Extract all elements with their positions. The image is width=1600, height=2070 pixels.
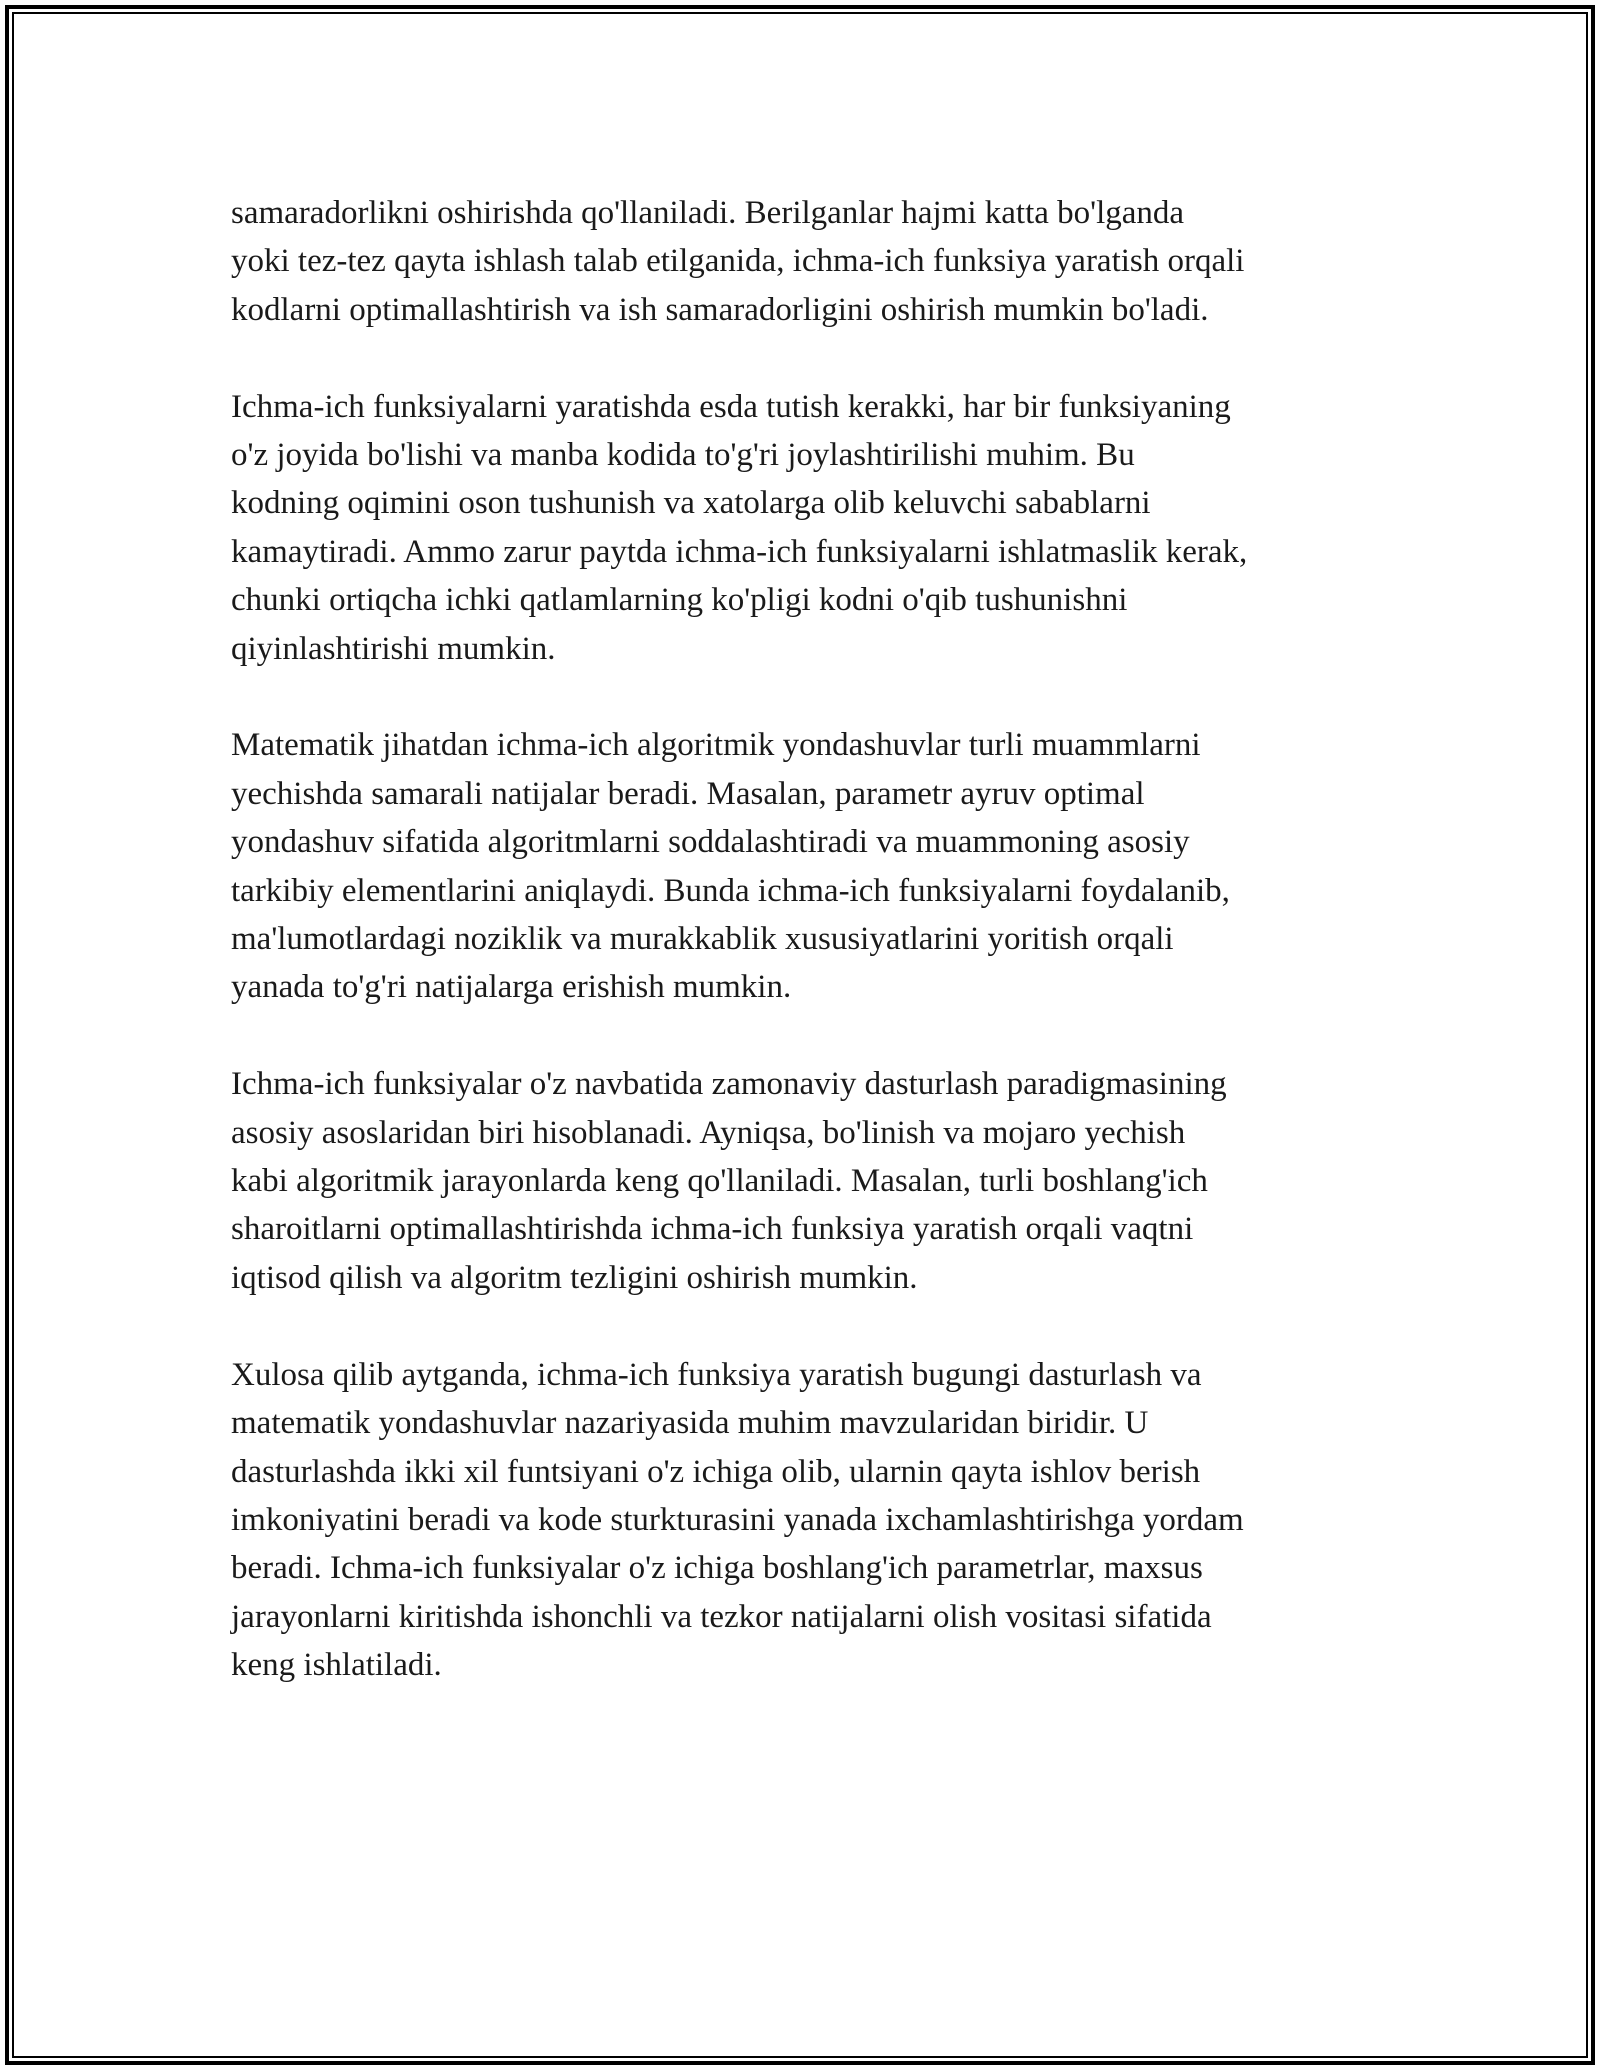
paragraph-5 (231, 1351, 1381, 1690)
text-line: keng ishlatiladi. (231, 1647, 442, 1684)
text-line: yanada to'g'ri natijalarga erishish mumkin. (231, 969, 792, 1006)
text-line: chunki ortiqcha ichki qatlamlarning ko'pligi kodni o'qib tushunishni (231, 582, 1128, 619)
text-line: sharoitlarni optimallashtirishda ichma-ich funksiya yaratish orqali vaqtni (231, 1211, 1194, 1248)
text-line: tarkibiy elementlarini aniqlaydi. Bunda ichma-ich funksiyalarni foydalanib, (231, 872, 1230, 909)
paragraph-2 (231, 383, 1381, 673)
paragraph-1 (231, 189, 1381, 334)
text-line: dasturlashda ikki xil funtsiyani o'z ichiga olib, ularnin qayta ishlov berish (231, 1453, 1201, 1490)
text-line: iqtisod qilish va algoritm tezligini oshirish mumkin. (231, 1259, 918, 1296)
text-line: matematik yondashuvlar nazariyasida muhim mavzularidan biridir. U (231, 1405, 1149, 1442)
text-line: Xulosa qilib aytganda, ichma-ich funksiya yaratish bugungi dasturlash va (231, 1356, 1202, 1393)
text-line: beradi. Ichma-ich funksiyalar o'z ichiga boshlang'ich parametrlar, maxsus (231, 1550, 1203, 1587)
text-line: Ichma-ich funksiyalarni yaratishda esda tutish kerakki, har bir funksiyaning (231, 388, 1231, 425)
text-line: asosiy asoslaridan biri hisoblanadi. Ayniqsa, bo'linish va mojaro yechish (231, 1114, 1186, 1151)
text-line: samaradorlikni oshirishda qo'llaniladi. Berilganlar hajmi katta bo'lganda (231, 195, 1185, 231)
document-body (231, 189, 1381, 1690)
text-line: Matematik jihatdan ichma-ich algoritmik yondashuvlar turli muammlarni (231, 727, 1201, 764)
text-line: kamaytiradi. Ammo zarur paytda ichma-ich funksiyalarni ishlatmaslik kerak, (231, 533, 1248, 570)
text-line: o'z joyida bo'lishi va manba kodida to'g'ri joylashtirilishi muhim. Bu (231, 437, 1135, 474)
text-line: jarayonlarni kiritishda ishonchli va tezkor natijalarni olish vositasi sifatida (231, 1598, 1212, 1635)
paragraph-4 (231, 1060, 1381, 1302)
text-line: Ichma-ich funksiyalar o'z navbatida zamonaviy dasturlash paradigmasining (231, 1066, 1227, 1103)
text-line: imkoniyatini beradi va kode sturkturasini yanada ixchamlashtirishga yordam (231, 1501, 1244, 1538)
text-line: yechishda samarali natijalar beradi. Masalan, parametr ayruv optimal (231, 775, 1145, 812)
text-line: yoki tez-tez qayta ishlash talab etilganida, ichma-ich funksiya yaratish orqali (231, 243, 1245, 280)
text-line: kabi algoritmik jarayonlarda keng qo'llaniladi. Masalan, turli boshlang'ich (231, 1163, 1208, 1200)
paragraph-3 (231, 721, 1381, 1011)
text-line: yondashuv sifatida algoritmlarni soddalashtiradi va muammoning asosiy (231, 824, 1190, 861)
text-line: qiyinlashtirishi mumkin. (231, 630, 556, 667)
text-line: kodning oqimini oson tushunish va xatolarga olib keluvchi sabablarni (231, 485, 1151, 522)
text-line: ma'lumotlardagi noziklik va murakkablik xususiyatlarini yoritish orqali (231, 921, 1174, 958)
text-line: kodlarni optimallashtirish va ish samaradorligini oshirish mumkin bo'ladi. (231, 291, 1209, 328)
